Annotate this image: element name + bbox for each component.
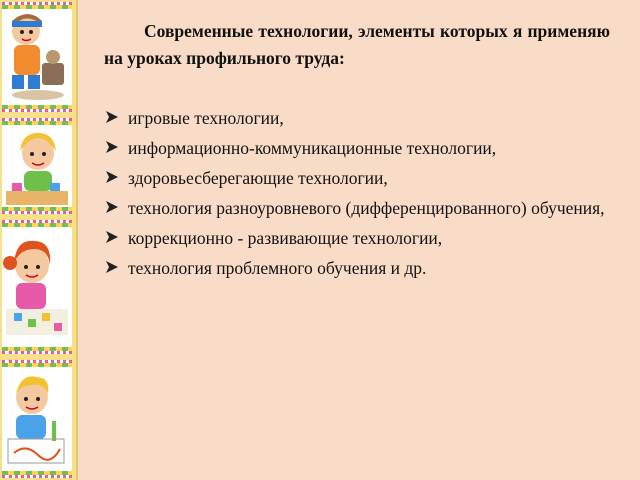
list-item <box>104 256 610 280</box>
list-item <box>104 166 610 190</box>
arrow-bullet-icon <box>104 139 120 155</box>
list-item-text: технология проблемного обучения и др. <box>128 258 427 278</box>
child-with-toys-icon <box>2 5 72 109</box>
decorative-strip <box>0 0 78 480</box>
list-item-text: игровые технологии, <box>128 108 284 128</box>
boy-drawing-icon <box>2 363 72 475</box>
list-item-text: коррекционно - развивающие технологии, <box>128 228 443 248</box>
list-item-text: здоровьесберегающие технологии, <box>128 168 388 188</box>
technology-list <box>104 106 610 286</box>
list-item <box>104 136 610 160</box>
arrow-bullet-icon <box>104 169 120 185</box>
arrow-bullet-icon <box>104 229 120 245</box>
page-title: Современные технологии, элементы которых я применяю на уроках профильного труда: <box>104 21 610 68</box>
girl-crafting-icon <box>2 121 72 211</box>
panel-girl-puzzle <box>2 220 72 354</box>
panel-child-with-toys <box>2 2 72 112</box>
arrow-bullet-icon <box>104 259 120 275</box>
list-item <box>104 226 610 250</box>
panel-boy-drawing <box>2 360 72 478</box>
girl-puzzle-icon <box>2 223 72 351</box>
list-item-text: технология разноуровневого (дифференцированного) обучения, <box>128 198 605 218</box>
arrow-bullet-icon <box>104 109 120 125</box>
panel-girl-crafting <box>2 118 72 214</box>
list-item-text: информационно-коммуникационные технологии, <box>128 138 497 158</box>
arrow-bullet-icon <box>104 199 120 215</box>
list-item <box>104 106 610 130</box>
list-item <box>104 196 610 220</box>
